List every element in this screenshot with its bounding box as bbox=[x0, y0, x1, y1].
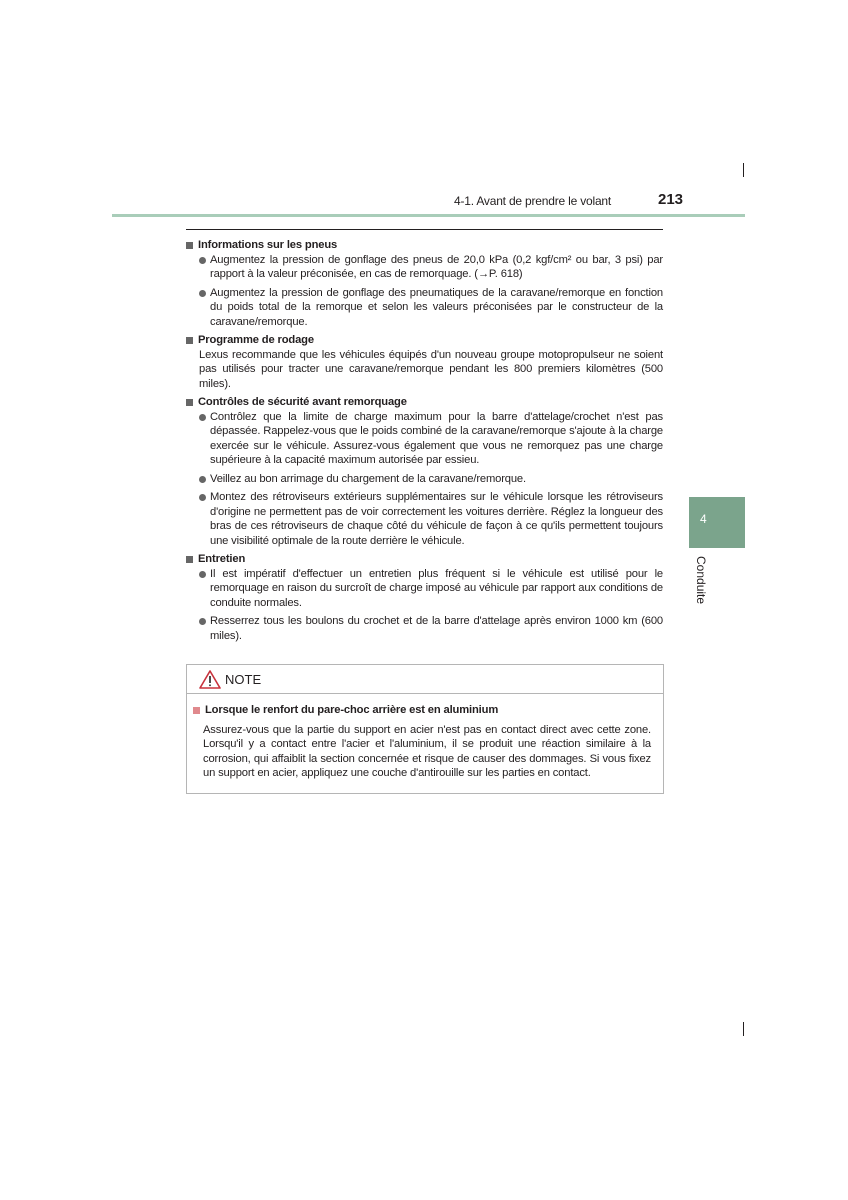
square-bullet-icon bbox=[186, 399, 193, 406]
section-tire-info bbox=[186, 238, 663, 329]
round-bullet-icon bbox=[199, 494, 206, 501]
round-bullet-icon bbox=[199, 618, 206, 625]
note-body bbox=[187, 694, 663, 781]
crop-mark-bottom bbox=[743, 1022, 744, 1036]
chapter-label: Conduite bbox=[694, 556, 708, 605]
section-break-in bbox=[186, 333, 663, 391]
section-maintenance bbox=[186, 552, 663, 643]
page-number: 213 bbox=[658, 191, 684, 208]
square-bullet-icon bbox=[186, 556, 193, 563]
crop-mark-top bbox=[743, 163, 744, 177]
note-text: Assurez-vous que la partie du support en acier n'est pas en contact direct avec cette zone. Lorsqu'il y a contact entre l'acier et l'aluminium, il se produit une réaction similaire à la corrosion, qui affaiblit la section concernée et risque de causer des dommages. Si vous fixez un support en acier, appliquez une couche d'antirouille sur les parties en contact. bbox=[203, 723, 651, 779]
note-header bbox=[187, 665, 663, 694]
note-title: Lorsque le renfort du pare-choc arrière est en aluminium bbox=[193, 703, 651, 718]
note-label: NOTE bbox=[225, 671, 262, 687]
chapter-number: 4 bbox=[700, 512, 707, 526]
round-bullet-icon bbox=[199, 290, 206, 297]
list-item: Augmentez la pression de gonflage des pneus de 20,0 kPa (0,2 kgf/cm² ou bar, 3 psi) par rapport à la valeur préconisée, en cas de remorquage. (→P. 618) bbox=[186, 253, 663, 282]
square-bullet-icon bbox=[193, 707, 200, 714]
list-item: Veillez au bon arrimage du chargement de la caravane/remorque. bbox=[186, 472, 663, 487]
section-title: Programme de rodage bbox=[186, 333, 663, 348]
square-bullet-icon bbox=[186, 242, 193, 249]
section-title: Contrôles de sécurité avant remorquage bbox=[186, 395, 663, 410]
round-bullet-icon bbox=[199, 571, 206, 578]
main-content bbox=[186, 237, 663, 647]
header-section-title: 4-1. Avant de prendre le volant bbox=[454, 194, 612, 208]
header-rule bbox=[112, 214, 745, 217]
chapter-tab bbox=[689, 497, 745, 548]
warning-triangle-icon bbox=[199, 670, 221, 689]
section-paragraph: Lexus recommande que les véhicules équipés d'un nouveau groupe motopropulseur ne soient pas utilisés pour tracter une caravane/remorque pendant les 800 premiers kilomètres (500 miles). bbox=[199, 348, 663, 390]
content-top-rule bbox=[186, 229, 663, 230]
round-bullet-icon bbox=[199, 414, 206, 421]
section-title: Informations sur les pneus bbox=[186, 238, 663, 253]
round-bullet-icon bbox=[199, 257, 206, 264]
list-item: Augmentez la pression de gonflage des pneumatiques de la caravane/remorque en fonction du poids total de la remorque et selon les valeurs préconisées par le constructeur de la caravane/remorque. bbox=[186, 286, 663, 330]
section-title: Entretien bbox=[186, 552, 663, 567]
square-bullet-icon bbox=[186, 337, 193, 344]
list-item: Contrôlez que la limite de charge maximum pour la barre d'attelage/crochet n'est pas dépassée. Rappelez-vous que le poids combiné de la caravane/remorque s'ajoute à la charge exercée sur le véhicule. Assurez-vous également que vous ne remorquez pas une charge supérieure à la capacité maximum autorisée par essieu. bbox=[186, 410, 663, 468]
list-item: Resserrez tous les boulons du crochet et de la barre d'attelage après environ 1000 km (600 miles). bbox=[186, 614, 663, 643]
list-item: Montez des rétroviseurs extérieurs supplémentaires sur le véhicule lorsque les rétroviseurs d'origine ne permettent pas de voir correctement les voitures derrière. Réglez la longueur des bras de ces rétroviseurs de chaque côté du véhicule de façon à ce qu'ils permettent toujours une visibilité optimale de la route derrière le véhicule. bbox=[186, 490, 663, 548]
list-item: Il est impératif d'effectuer un entretien plus fréquent si le véhicule est utilisé pour le remorquage en raison du surcroît de charge imposé au véhicule par rapport aux conditions de conduite normales. bbox=[186, 567, 663, 611]
section-safety-checks bbox=[186, 395, 663, 548]
round-bullet-icon bbox=[199, 476, 206, 483]
note-box bbox=[186, 664, 664, 794]
